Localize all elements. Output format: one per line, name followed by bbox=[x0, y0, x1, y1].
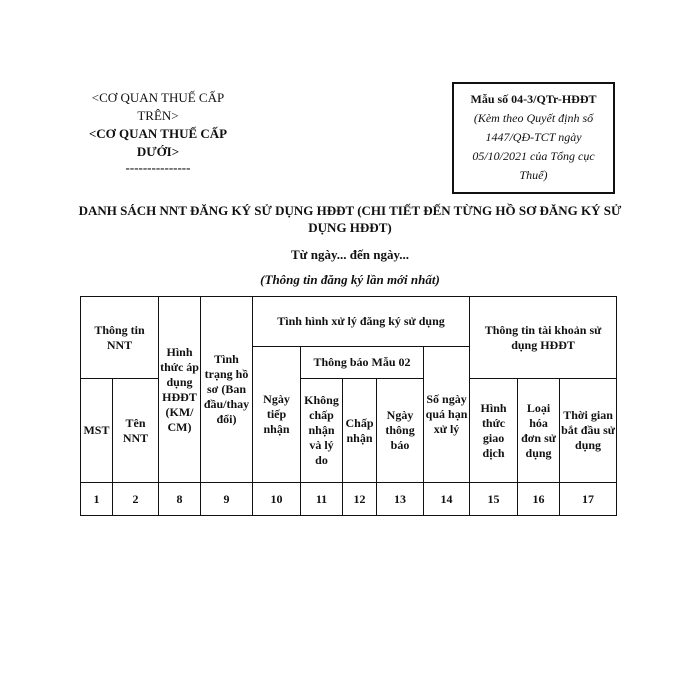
agency-lower: <CƠ QUAN THUẾ CẤP DƯỚI> bbox=[88, 126, 228, 159]
col-number: 11 bbox=[301, 483, 343, 516]
document-title: DANH SÁCH NNT ĐĂNG KÝ SỬ DỤNG HĐĐT (CHI TIẾT ĐẾN TỪNG HỒ SƠ ĐĂNG KÝ SỬ DỤNG HĐĐT) bbox=[78, 203, 622, 235]
col-number: 17 bbox=[560, 483, 617, 516]
header-invoice-type: Loại hóa đơn sử dụng bbox=[518, 379, 560, 483]
header-start-time: Thời gian bắt đầu sử dụng bbox=[560, 379, 617, 483]
form-code-box bbox=[452, 82, 615, 194]
header-overdue-days: Số ngày quá hạn xử lý bbox=[424, 347, 470, 483]
header-status: Tình trạng hồ sơ (Ban đầu/thay đổi) bbox=[201, 297, 253, 483]
col-number: 12 bbox=[343, 483, 377, 516]
form-code: Mẫu số 04-3/QTr-HĐĐT bbox=[470, 92, 597, 106]
header-accepted: Chấp nhận bbox=[343, 379, 377, 483]
header-mst: MST bbox=[81, 379, 113, 483]
col-number: 15 bbox=[470, 483, 518, 516]
registration-table bbox=[80, 296, 617, 516]
header-taxpayer-info: Thông tin NNT bbox=[81, 297, 159, 379]
registration-note: (Thông tin đăng ký lần mới nhất) bbox=[260, 272, 440, 287]
col-number: 10 bbox=[253, 483, 301, 516]
header-transaction-form: Hình thức giao dịch bbox=[470, 379, 518, 483]
header-notice-date: Ngày thông báo bbox=[377, 379, 424, 483]
header-notice-form-02: Thông báo Mẫu 02 bbox=[301, 347, 424, 379]
header-processing: Tình hình xử lý đăng ký sử dụng bbox=[253, 297, 470, 347]
col-number: 13 bbox=[377, 483, 424, 516]
header-method: Hình thức áp dụng HĐĐT (KM/ CM) bbox=[159, 297, 201, 483]
col-number: 2 bbox=[113, 483, 159, 516]
header-account-info: Thông tin tài khoản sử dụng HĐĐT bbox=[470, 297, 617, 379]
form-note: (Kèm theo Quyết định số 1447/QĐ-TCT ngày 05/10/2021 của Tổng cục Thuế) bbox=[472, 111, 595, 182]
col-number: 9 bbox=[201, 483, 253, 516]
col-number: 14 bbox=[424, 483, 470, 516]
agency-header bbox=[78, 89, 238, 175]
agency-separator: --------------- bbox=[125, 160, 191, 175]
date-range: Từ ngày... đến ngày... bbox=[291, 247, 409, 262]
col-number: 1 bbox=[81, 483, 113, 516]
header-received-date: Ngày tiếp nhận bbox=[253, 347, 301, 483]
col-number: 8 bbox=[159, 483, 201, 516]
column-number-row bbox=[81, 483, 617, 516]
header-not-accepted: Không chấp nhận và lý do bbox=[301, 379, 343, 483]
col-number: 16 bbox=[518, 483, 560, 516]
agency-upper: <CƠ QUAN THUẾ CẤP TRÊN> bbox=[91, 90, 225, 123]
header-taxpayer-name: Tên NNT bbox=[113, 379, 159, 483]
